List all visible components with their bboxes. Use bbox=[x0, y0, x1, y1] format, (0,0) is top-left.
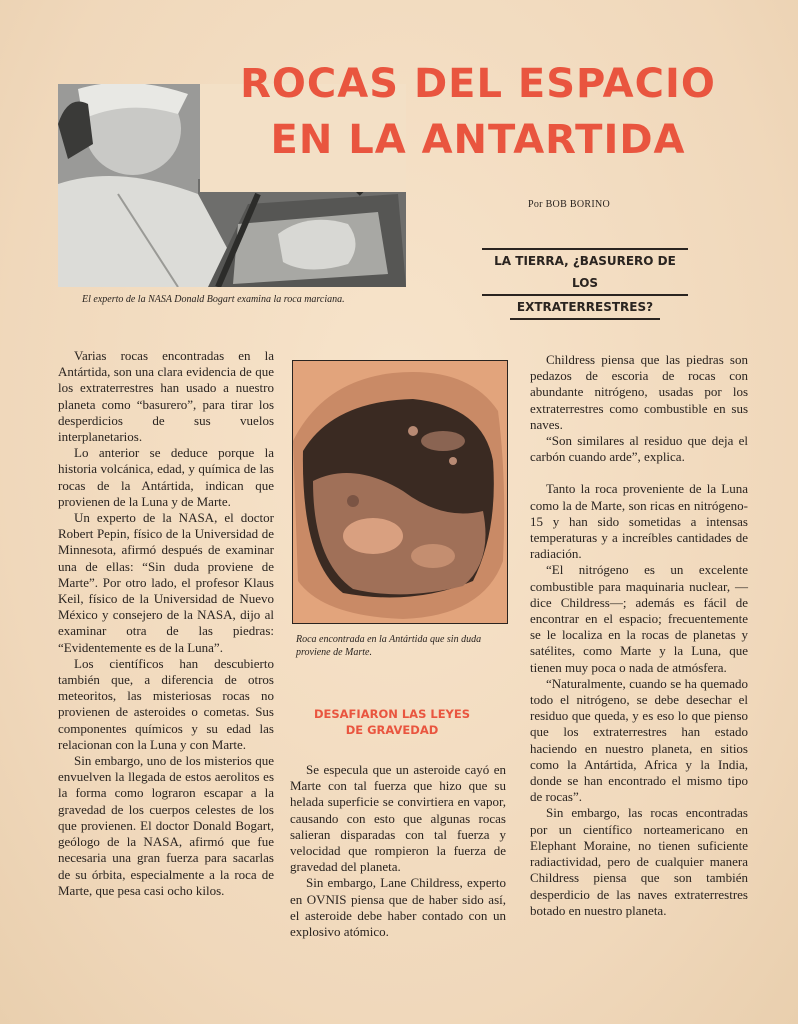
paragraph: “El nitrógeno es un excelente combustible para maquinaria nuclear, —dice Childress—; además es fácil de encontrar en el espacio; frecuentemente se le localiza en la rocas de planetas y satélites, como Marte y la Luna, que tienen muy poca o nada de atmósfera. bbox=[530, 562, 748, 675]
headline-line-2: EN LA ANTARTIDA bbox=[270, 117, 686, 163]
subheadline bbox=[482, 248, 688, 320]
paragraph: Sin embargo, las rocas encontradas por un científico norteamericano en Elephant Moraine, no tienen suficiente radiactividad, pero de cualquier manera Childress piensa que son también desperdicio de las naves extraterrestres botado en nuestro planeta. bbox=[530, 805, 748, 918]
subheadline-line-2: EXTRATERRESTRES? bbox=[510, 296, 660, 320]
photo-caption-top: El experto de la NASA Donald Bogart examina la roca marciana. bbox=[82, 294, 345, 305]
paragraph: “Son similares al residuo que deja el carbón cuando arde”, explica. bbox=[530, 433, 748, 465]
paragraph: “Naturalmente, cuando se ha quemado todo el nitrógeno, se debe desechar el residuo que queda, y es eso lo que pienso que los extraterrestres han estado haciendo en nuestro planeta, en sitios como la Antártida, Africa y la India, donde se han encontrado el mismo tipo de rocas”. bbox=[530, 675, 748, 805]
article-column-3 bbox=[530, 352, 748, 919]
article-column-2 bbox=[290, 762, 506, 940]
section-heading-line-2: DE GRAVEDAD bbox=[345, 723, 439, 737]
section-heading bbox=[292, 706, 492, 738]
byline: Por BOB BORINO bbox=[528, 199, 610, 210]
section-heading-line-1: DESAFIARON LAS LEYES bbox=[313, 707, 471, 721]
paragraph: Lo anterior se deduce porque la historia volcánica, edad, y química de las rocas de la Antártida, indican que provienen de la Luna y de Marte. bbox=[58, 445, 274, 509]
subheadline-line-1: LA TIERRA, ¿BASURERO DE LOS bbox=[482, 248, 688, 296]
photo-antarctic-rock bbox=[292, 360, 508, 624]
headline-line-1: ROCAS DEL ESPACIO bbox=[240, 61, 716, 107]
paragraph: Los científicos han descubierto también que, a diferencia de otros meteoritos, las misteriosas rocas no provienen de asteroides o cometas. Sus componentes químicos y su edad las relacionan con la Luna y con Marte. bbox=[58, 655, 274, 752]
paragraph: Un experto de la NASA, el doctor Robert Pepin, físico de la Universidad de Minnesota, afirmó después de examinar una de ellas: “Sin duda proviene de Marte”. Por otro lado, el profesor Klaus Keil, físico de la Universidad de Nuevo México y consejero de la NASA, dijo al examinar otra de las piedras: “Evidentemente es de la Luna”. bbox=[58, 510, 274, 655]
paragraph: Varias rocas encontradas en la Antártida, son una clara evidencia de que los extraterrestres han usado a nuestro planeta como “basurero”, para tirar los desperdicios de sus vuelos interplanetarios. bbox=[58, 348, 274, 445]
paragraph: Sin embargo, uno de los misterios que envuelven la llegada de estos aerolitos es la forma como lograron escapar a la gravedad de los cuerpos celestes de los que provienen. El doctor Donald Bogart, geólogo de la NASA, afirmó que fue necesaria una gran fuerza para sacarlas de su órbita, especialmente a la roca de Marte, que pesa casi ocho kilos. bbox=[58, 753, 274, 898]
paragraph: Se especula que un asteroide cayó en Marte con tal fuerza que hizo que su helada superficie se convirtiera en vapor, causando con esto que algunas rocas salieran disparadas con tal fuerza y velocidad que rompieron la fuerza de gravedad del planeta. bbox=[290, 762, 506, 875]
photo-caption-rock: Roca encontrada en la Antártida que sin duda proviene de Marte. bbox=[296, 634, 482, 658]
paragraph: Sin embargo, Lane Childress, experto en OVNIS piensa que de haber sido así, el asteroide debe haber contado con un explosivo atómico. bbox=[290, 875, 506, 940]
paragraph: Tanto la roca proveniente de la Luna como la de Marte, son ricas en nitrógeno-15 y han sido sometidas a intensas temperaturas y a increíbles cantidades de radiación. bbox=[530, 481, 748, 562]
headline bbox=[160, 56, 796, 168]
article-column-1 bbox=[58, 348, 274, 899]
paragraph: Childress piensa que las piedras son pedazos de escoria de rocas con abundante nitrógeno, usadas por los extraterrestres como combustible en sus naves. bbox=[530, 352, 748, 432]
